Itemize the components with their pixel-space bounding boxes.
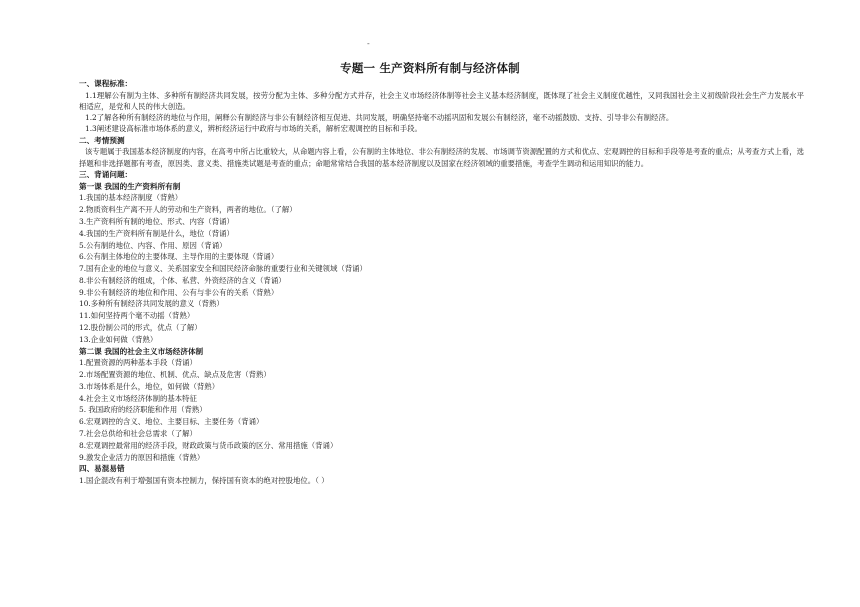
lesson2-item: 3.市场体系是什么，地位，如何做（背熟） xyxy=(79,381,220,391)
common-error-item: 1.国企混改有利于增强国有资本控制力，保持国有资本的绝对控股地位。（ ） xyxy=(79,476,329,486)
curriculum-item: 1.2了解各种所有制经济的地位与作用，阐释公有制经济与非公有制经济相互促进、共同发展，明确坚持毫不动摇巩固和发展公有制经济，毫不动摇鼓励、支持、引导非公有制经济。 xyxy=(85,113,674,123)
lesson1-item: 2.物质资料生产离不开人的劳动和生产资料，两者的地位。（了解） xyxy=(79,205,297,215)
section-heading-recitation: 三、背诵问题： xyxy=(79,169,133,179)
lesson1-item: 1.我国的基本经济制度（背熟） xyxy=(79,193,183,203)
lesson1-item: 12.股份制公司的形式，优点（了解） xyxy=(79,323,202,332)
lesson1-item: 5.公有制的地位、内容、作用、原因（背诵） xyxy=(79,240,227,250)
lesson1-item: 4.我国的生产资料所有制是什么，地位（背诵） xyxy=(79,228,234,238)
lesson2-item: 4.社会主义市场经济体制的基本特征 xyxy=(79,393,197,403)
section-heading-common-errors: 四、易混易错 xyxy=(79,464,125,474)
lesson2-item: 7.社会总供给和社会总需求（了解） xyxy=(79,429,197,439)
lesson1-item: 13.企业如何做（背熟） xyxy=(79,334,158,344)
lesson-title-1: 第一课 我国的生产资料所有制 xyxy=(79,181,181,191)
lesson2-item: 2.市场配置资源的地位、机制、优点、缺点及危害（背熟） xyxy=(79,370,271,380)
document-title: 专题一 生产资料所有制与经济体制 xyxy=(340,61,520,75)
lesson2-item: 8.宏观调控最常用的经济手段，财政政策与货币政策的区分、常用措施（背诵） xyxy=(79,440,338,450)
lesson2-item: 9.激发企业活力的原因和措施（背熟） xyxy=(79,452,205,462)
document-body xyxy=(79,78,804,487)
lesson1-item: 9.非公有制经济的地位和作用、公有与非公有的关系（背熟） xyxy=(79,287,279,297)
section-heading-exam-forecast: 二、考情预测 xyxy=(79,135,125,145)
lesson2-item: 5. 我国政府的经济职能和作用（背熟） xyxy=(79,405,207,415)
lesson1-item: 11.如何坚持两个毫不动摇（背熟） xyxy=(79,311,195,321)
lesson1-item: 10.多种所有制经济共同发展的意义（背熟） xyxy=(79,299,224,309)
curriculum-item: 1.3阐述建设高标准市场体系的意义，辨析经济运行中政府与市场的关系，解析宏观调控的目标和手段。 xyxy=(85,124,422,134)
lesson2-item: 1.配置资源的两种基本手段（背诵） xyxy=(79,358,197,368)
header-mark: - xyxy=(367,39,370,48)
lesson1-item: 8.非公有制经济的组成，个体、私营、外资经济的含义（背诵） xyxy=(79,275,286,285)
lesson-title-2: 第二课 我国的社会主义市场经济体制 xyxy=(79,346,204,356)
curriculum-item: 1.1理解公有制为主体、多种所有制经济共同发展，按劳分配为主体、多种分配方式并存，社会主义市场经济体制等社会主义基本经济制度，既体现了社会主义制度优越性，又同我国社会主义初级阶段社会生产力发展水平相适应，是党和人民的伟大创造。 xyxy=(79,90,804,111)
section-heading-curriculum: 一、课程标准： xyxy=(79,79,133,88)
lesson1-item: 7.国有企业的地位与意义、关系国家安全和国民经济命脉的重要行业和关键领域（背诵） xyxy=(79,264,367,274)
exam-forecast-paragraph: 该专题属于我国基本经济制度的内容，在高考中所占比重较大，从命题内容上看，公有制的主体地位、非公有制经济的发展、市场调节资源配置的方式和优点、宏观调控的目标和手段等是考查的重点；从考查方式上看，选择题和非选择题都有考查，原因类、意义类、措施类试题是考查的重点；命题常常结合我国的基本经济制度以及国家在经济领域的重要措施，考查学生调动和运用知识的能力。 xyxy=(79,147,804,168)
lesson1-item: 3.生产资料所有制的地位、形式、内容（背诵） xyxy=(79,216,234,226)
lesson1-item: 6.公有制主体地位的主要体现、主导作用的主要体现（背诵） xyxy=(79,252,279,262)
lesson2-item: 6.宏观调控的含义、地位、主要目标、主要任务（背诵） xyxy=(79,417,264,427)
